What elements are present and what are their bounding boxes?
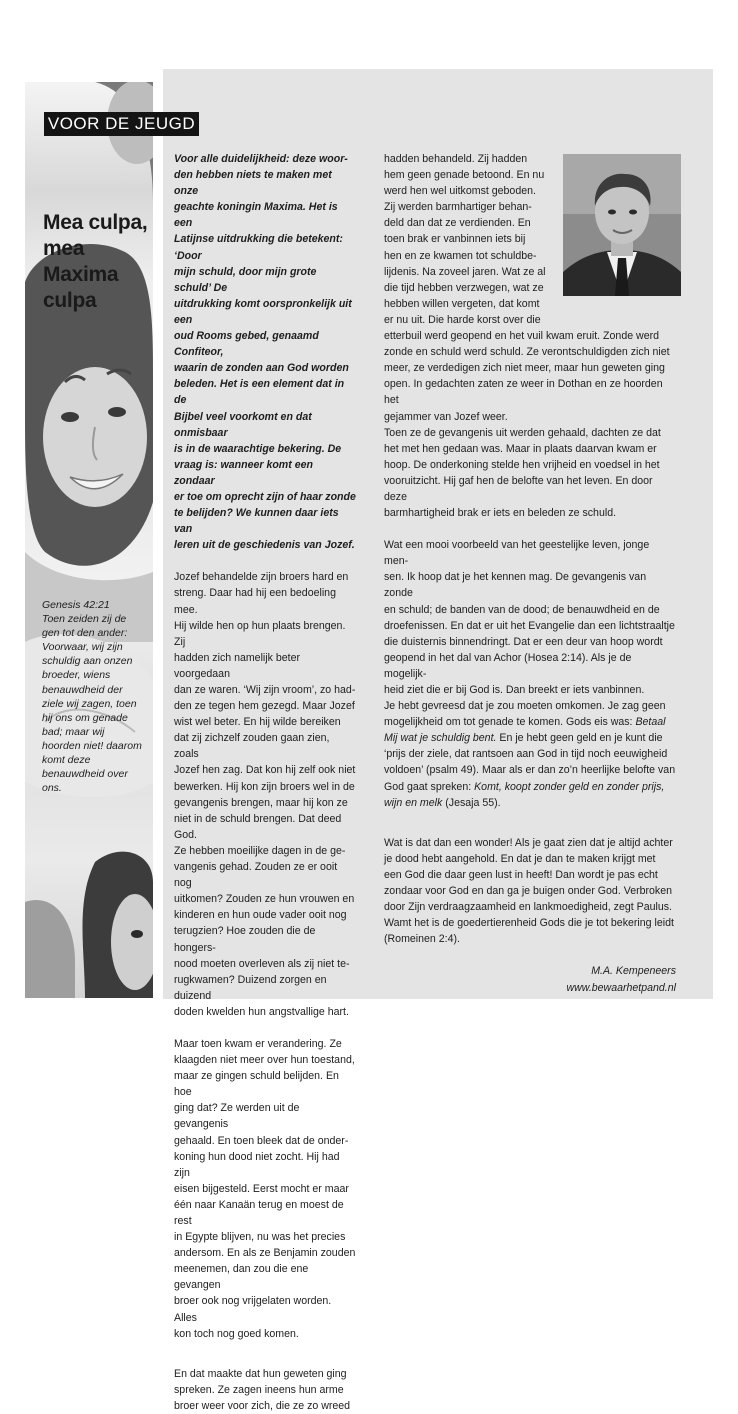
article-intro: Voor alle duidelijkheid: deze woor- den hebben niets te maken met onze geachte koningin Maxima. Het is een Latijnse uitdrukking die betekent: ‘Door mijn schuld, door mijn grote schuld’ De uitdrukking komt oorspronkelijk uit een oud Rooms gebed, genaamd Confiteor, waarin de zonden aan God worden beleden. Het is een element dat in de Bijbel veel voorkomt en dat onmisbaar is in de waarachtige bekering. De vraag is: wanneer komt een zondaar er toe om oprecht zijn of haar zonde te belijden? We kunnen daar iets van leren uit de geschiedenis van Jozef.: [174, 153, 356, 552]
paragraph-text: (Jesaja 55).: [442, 796, 501, 809]
bible-verse-quote: [42, 598, 142, 795]
article-column-right: [384, 151, 676, 996]
article-paragraph: En dat maakte dat hun geweten ging spreken. Ze zagen ineens hun arme broer weer voor zich, die ze zo wreed: [174, 1367, 351, 1412]
article-paragraph: [384, 537, 676, 811]
scripture-quote: Betaal Mij wat je schuldig bent.: [384, 716, 666, 745]
headline-line: Maxima: [43, 263, 119, 286]
article-paragraph: etterbuil werd geopend en het vuil kwam eruit. Zonde werd zonde en schuld werd schuld. Ze verontschuldigden zich niet meer, ze verdedigen zich niet meer, maar hun geweten ging open. In gedachten zaten ze weer in Dothan en ze hoorden het gejammer van Jozef weer. Toen ze de gevangenis uit werden gehaald, dachten ze dat het met hen gedaan was. Maar in plaats daarvan kwam er hoop. De onderkoning stelde hen vrijheid en voedsel in het vooruitzicht. Hij gaf hen de belofte van het leven. En door deze barmhartigheid brak er iets en beleden ze schuld.: [384, 330, 670, 520]
article-column-left: [174, 151, 356, 1414]
article-paragraph: hadden behandeld. Zij hadden hem geen genade betoond. En nu werd hen wel uitkomst geboden. Zij werden barmhartiger behan- deld dan dat ze verdienden. En toen brak er vanbinnen iets bij hen en ze kwamen tot schuldbe- lijdenis. Na zoveel jaren. Wat ze al die tijd hebben verzwegen, wat ze hebben willen vergeten, dat komt er nu uit. Die harde korst over die: [384, 153, 546, 326]
paragraph-text: En je hebt geen geld en je kunt die ‘prijs der ziele, dat rantsoen aan God in tijd noch eeuwigheid voldoen’ (psalm 49). Maar als er dan zo’n heerlijke belofte van God gaat spreken:: [384, 732, 676, 793]
article-paragraph: Jozef behandelde zijn broers hard en streng. Daar had hij een bedoeling mee. Hij wilde hen op hun plaats brengen. Zij hadden zich namelijk beter voorgedaan dan ze waren. ‘Wij zijn vroom’, zo had- den ze tegen hem gezegd. Maar Jozef wist wel beter. En hij wilde bereiken dat zij zichzelf zouden gaan zien, zoals Jozef hen zag. Dat kon hij zelf ook niet bewerken. Hij kon zijn broers wel in de gevangenis brengen, maar hij kon ze niet in de schuld brengen. Dat deed God. Ze hebben moeilijke dagen in de ge- vangenis gehad. Zouden ze er ooit nog uitkomen? Zouden ze hun vrouwen en kinderen en hun oude vader ooit nog terugzien? Hoe zouden die de hongers- nood moeten overleven als zij niet te- rugkwamen? Duizend zorgen en duizend doden kwelden hun angstvallige hart.: [174, 571, 356, 1018]
article-paragraph: Wat is dat dan een wonder! Als je gaat zien dat je altijd achter je dood hebt aangehold. En dat je dan te maken krijgt met een God die daar geen lust in heeft! Dan wordt je pas echt zondaar voor God en dan ga je buigen onder God. Verbroken door Zijn verdraagzaamheid en lankmoedigheid, zegt Paulus. Wamt het is de goedertierenheid Gods die je tot bekering leidt (Romeinen 2:4).: [384, 836, 674, 946]
headline-line: mea: [43, 237, 85, 260]
author-name: M.A. Kempeneers: [591, 965, 676, 978]
article-headline: [43, 210, 153, 314]
verse-text: Toen zeiden zij de gen tot den ander: Voorwaar, wij zijn schuldig aan onzen broeder, wiens benauwdheid der ziele wij zagen, toen hij ons om genade bad; maar wij hoorden niet! daarom komt deze benauwdheid over ons.: [42, 613, 142, 795]
scripture-quote: Komt, koopt zonder geld en zonder prijs, wijn en melk: [384, 780, 665, 809]
author-portrait: [563, 154, 681, 296]
headline-line: Mea culpa,: [43, 211, 148, 234]
paragraph-text: Wat een mooi voorbeeld van het geestelijke leven, jonge men- sen. Ik hoop dat je het kennen mag. De gevangenis van zonde en schuld; de banden van de dood; de benauwdheid en de droefenissen. En dat er uit het Evangelie dan een lichtstraaltje die duisternis binnendringt. Dat er een deur van hoop wordt geopend in het dal van Achor (Hosea 2:14). Als je de mogelijk- heid ziet die er bij God is. Dan breekt er iets vanbinnen. Je hebt gevreesd dat je zou moeten omkomen. Je zag geen mogelijkheid om tot genade te komen. Gods eis was:: [384, 539, 675, 729]
verse-reference: Genesis 42:21: [42, 599, 110, 611]
headline-line: culpa: [43, 289, 97, 312]
author-website: www.bewaarhetpand.nl: [566, 981, 676, 994]
author-portrait-image: [563, 154, 681, 296]
article-paragraph: Maar toen kwam er verandering. Ze klaagden niet meer over hun toestand, maar ze gingen schuld belijden. En hoe ging dat? Ze werden uit de gevangenis gehaald. En toen bleek dat de onder- koning hun dood niet zocht. Hij had zijn eisen bijgesteld. Eerst mocht er maar één naar Kanaän terug en moest de rest in Egypte blijven, nu was het precies andersom. En als ze Benjamin zouden meenemen, dan zou die ene gevangen broer ook nog vrijgelaten worden. Alles kon toch nog goed komen.: [174, 1037, 356, 1340]
section-label: VOOR DE JEUGD: [44, 112, 199, 136]
